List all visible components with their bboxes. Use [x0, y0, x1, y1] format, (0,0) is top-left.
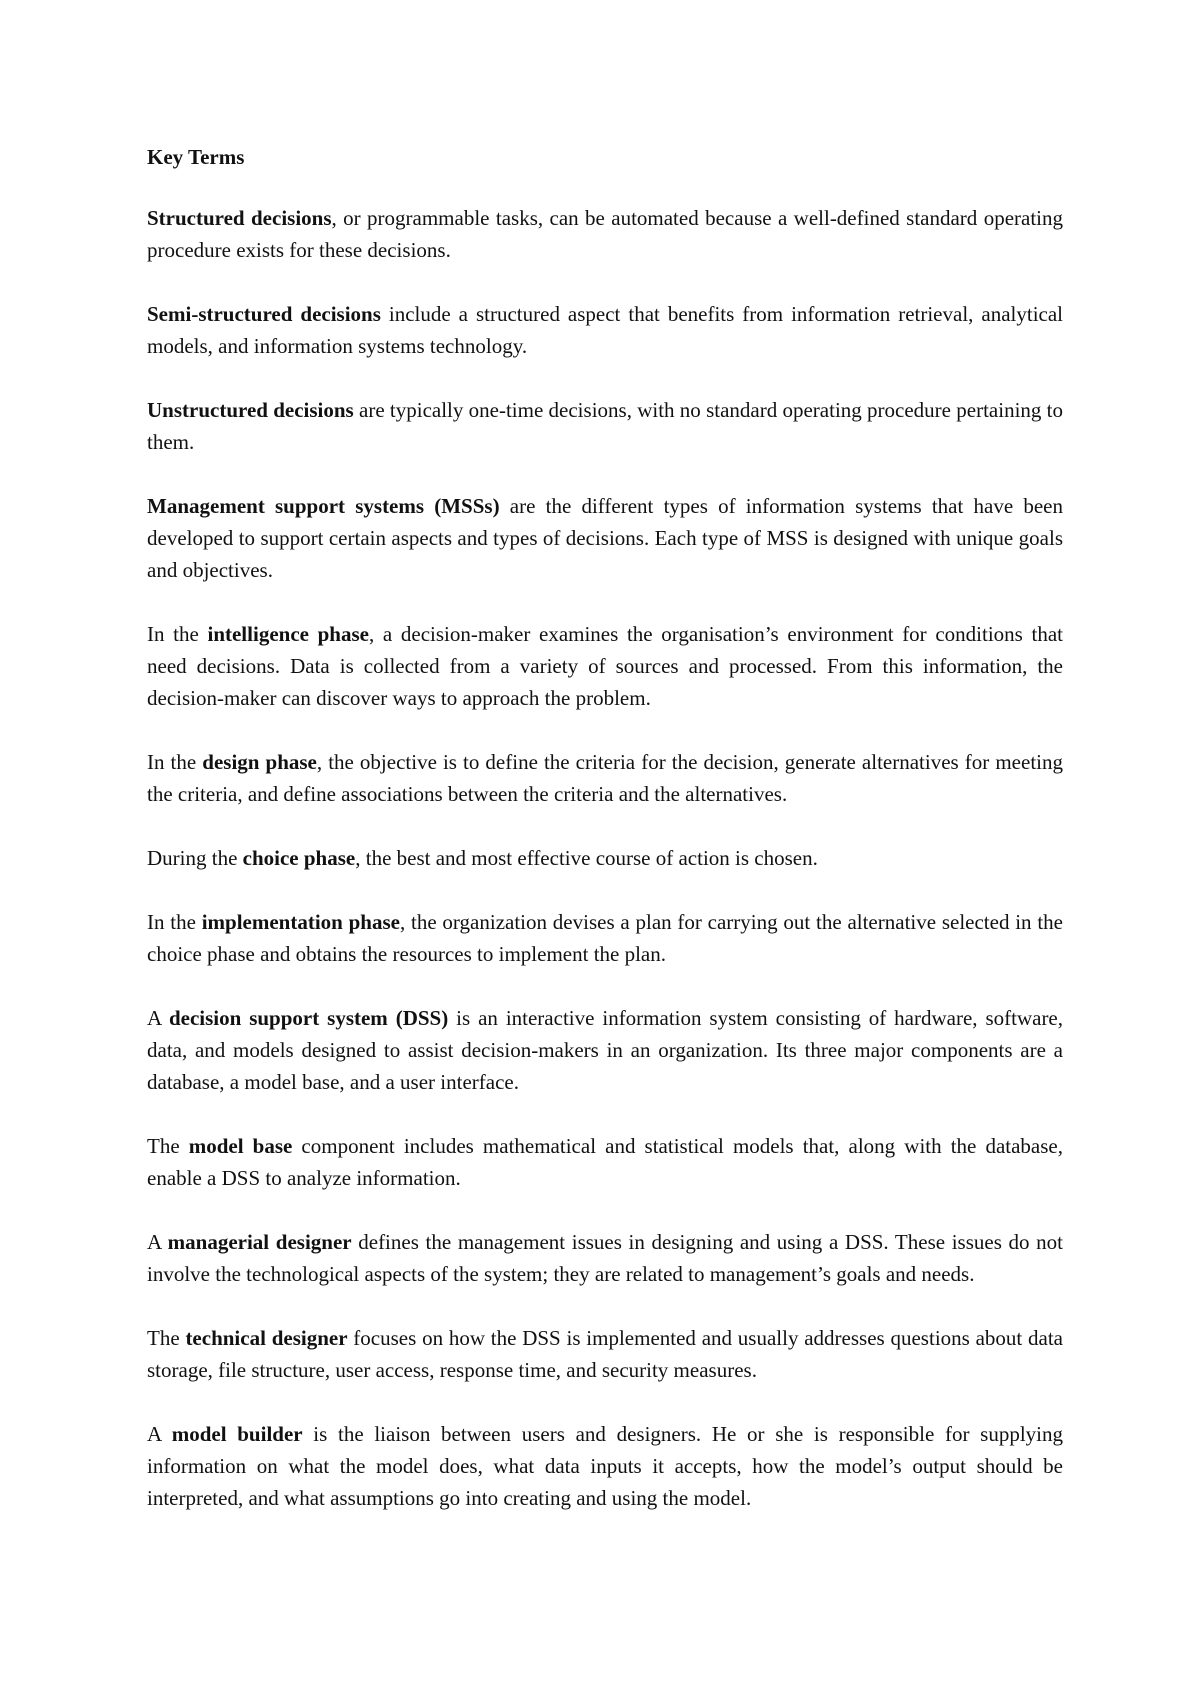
term-name: Management support systems (MSSs) — [147, 493, 500, 518]
term-technical-designer — [147, 1322, 1063, 1386]
term-name: choice phase — [242, 845, 356, 870]
term-model-base — [147, 1130, 1063, 1194]
term-name: implementation phase — [201, 909, 400, 934]
term-intelligence-phase — [147, 618, 1063, 714]
term-management-support-systems — [147, 490, 1063, 586]
term-structured-decisions — [147, 202, 1063, 266]
term-name: decision support system (DSS) — [168, 1005, 449, 1030]
term-definition: , a decision-maker examines the organisation’s environment for conditions that need decisions. Data is collected from a variety of sources and processed. From this information, the decision-maker can discover ways to approach the problem. — [147, 621, 1063, 710]
term-name: Unstructured decisions — [147, 397, 354, 422]
term-name: managerial designer — [167, 1229, 352, 1254]
term-definition: is the liaison between users and designers. He or she is responsible for supplying information on what the model does, what data inputs it accepts, how the model’s output should be interpreted, and what assumptions go into creating and using the model. — [147, 1421, 1063, 1510]
term-name: technical designer — [185, 1325, 348, 1350]
term-prefix: A — [147, 1005, 169, 1030]
term-definition: , the organization devises a plan for carrying out the alternative selected in the choice phase and obtains the resources to implement the plan. — [147, 909, 1063, 966]
term-prefix: In the — [147, 909, 202, 934]
page-heading: Key Terms — [147, 145, 245, 169]
term-choice-phase — [147, 842, 1063, 874]
term-definition: include a structured aspect that benefits from information retrieval, analytical models, and information systems technology. — [147, 301, 1064, 358]
term-name: Semi-structured decisions — [147, 301, 381, 326]
term-prefix: In the — [147, 621, 208, 646]
term-semi-structured-decisions — [147, 298, 1063, 362]
term-prefix: During the — [147, 845, 243, 870]
term-name: Structured decisions — [147, 205, 332, 230]
term-definition: are the different types of information systems that have been developed to support certain aspects and types of decisions. Each type of MSS is designed with unique goals and objectives. — [147, 493, 1063, 582]
term-definition: are typically one-time decisions, with no standard operating procedure pertaining to them. — [147, 397, 1064, 454]
term-prefix: The — [147, 1325, 186, 1350]
term-definition: component includes mathematical and statistical models that, along with the database, enable a DSS to analyze information. — [147, 1133, 1063, 1190]
term-definition: focuses on how the DSS is implemented and usually addresses questions about data storage, file structure, user access, response time, and security measures. — [147, 1325, 1064, 1382]
term-name: design phase — [202, 749, 317, 774]
term-decision-support-system — [147, 1002, 1063, 1098]
term-design-phase — [147, 746, 1063, 810]
term-prefix: In the — [147, 749, 203, 774]
document-page — [147, 142, 1063, 1546]
term-implementation-phase — [147, 906, 1063, 970]
term-definition: , the objective is to define the criteria for the decision, generate alternatives for meeting the criteria, and define associations between the criteria and the alternatives. — [147, 749, 1063, 806]
term-name: model base — [188, 1133, 293, 1158]
term-model-builder — [147, 1418, 1063, 1514]
term-definition: , the best and most effective course of action is chosen. — [355, 845, 818, 870]
term-definition: , or programmable tasks, can be automated because a well-defined standard operating procedure exists for these decisions. — [147, 205, 1063, 262]
term-prefix: The — [147, 1133, 189, 1158]
term-definition: defines the management issues in designing and using a DSS. These issues do not involve the technological aspects of the system; they are related to management’s goals and needs. — [147, 1229, 1063, 1286]
term-name: intelligence phase — [207, 621, 369, 646]
term-unstructured-decisions — [147, 394, 1063, 458]
term-definition: is an interactive information system consisting of hardware, software, data, and models designed to assist decision-makers in an organization. Its three major components are a database, a model base, and a user interface. — [147, 1005, 1064, 1094]
term-prefix: A — [147, 1229, 168, 1254]
term-managerial-designer — [147, 1226, 1063, 1290]
term-name: model builder — [171, 1421, 303, 1446]
term-prefix: A — [147, 1421, 172, 1446]
